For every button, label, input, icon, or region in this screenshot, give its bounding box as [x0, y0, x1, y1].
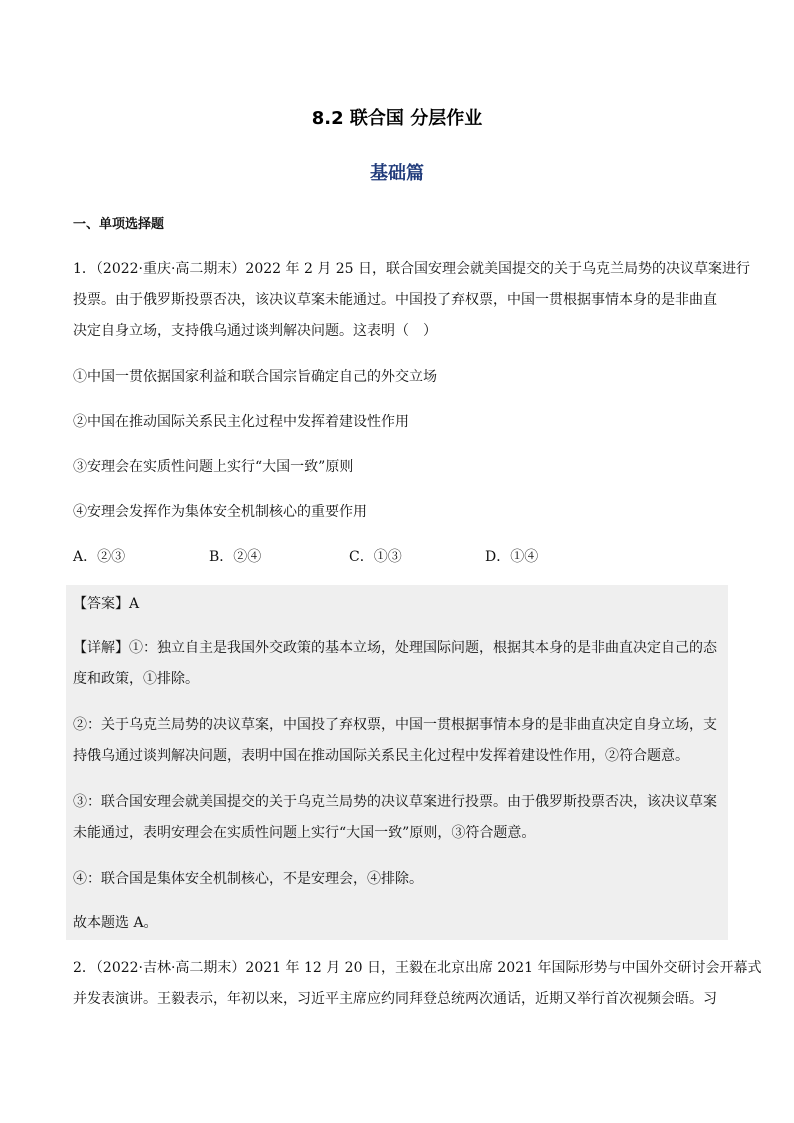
q1-detail-2-line-1: ②：关于乌克兰局势的决议草案，中国投了弃权票，中国一贯根据事情本身的是非曲直决定自身立场，支 — [73, 717, 717, 733]
q1-stem-line-3: 决定自身立场，支持俄乌通过谈判解决问题。这表明（ ） — [73, 323, 437, 339]
q1-choice-c: C．①③ — [349, 549, 402, 565]
q1-stem-line-1: 1．（2022·重庆·高二期末）2022 年 2 月 25 日，联合国安理会就美国提交的关于乌克兰局势的决议草案进行 — [73, 261, 751, 277]
q1-detail-2-line-2: 持俄乌通过谈判解决问题，表明中国在推动国际关系民主化过程中发挥着建设性作用，②符合题意。 — [73, 748, 689, 764]
q1-option-1: ①中国一贯依据国家利益和联合国宗旨确定自己的外交立场 — [73, 369, 437, 385]
level-subtitle: 基础篇 — [370, 163, 424, 184]
q2-stem-line-1: 2．（2022·吉林·高二期末）2021 年 12 月 20 日，王毅在北京出席 2021 年国际形势与中国外交研讨会开幕式 — [73, 960, 762, 976]
q1-detail-4: ④：联合国是集体安全机制核心，不是安理会，④排除。 — [73, 871, 423, 887]
q1-detail-3-line-1: ③：联合国安理会就美国提交的关于乌克兰局势的决议草案进行投票。由于俄罗斯投票否决，该决议草案 — [73, 794, 717, 810]
q1-choice-b: B．②④ — [209, 549, 262, 565]
q1-choice-d: D．①④ — [485, 549, 539, 565]
q1-detail-1-line-2: 度和政策，①排除。 — [73, 671, 199, 687]
q1-choices — [73, 546, 725, 568]
q1-answer: 【答案】A — [73, 596, 140, 612]
q1-detail-1-line-1: 【详解】①：独立自主是我国外交政策的基本立场，处理国际问题，根据其本身的是非曲直决定自己的态 — [73, 640, 717, 656]
q1-option-4: ④安理会发挥作为集体安全机制核心的重要作用 — [73, 504, 367, 520]
section-heading: 一、单项选择题 — [73, 217, 165, 232]
q1-choice-a: A．②③ — [73, 549, 126, 565]
q1-option-3: ③安理会在实质性问题上实行“大国一致”原则 — [73, 459, 354, 475]
q1-option-2: ②中国在推动国际关系民主化过程中发挥着建设性作用 — [73, 414, 409, 430]
q1-conclusion: 故本题选 A。 — [73, 915, 158, 931]
q1-detail-3-line-2: 未能通过，表明安理会在实质性问题上实行“大国一致”原则，③符合题意。 — [73, 825, 536, 841]
document-title: 8.2 联合国 分层作业 — [311, 108, 483, 129]
q2-stem-line-2: 并发表演讲。王毅表示，年初以来，习近平主席应约同拜登总统两次通话，近期又举行首次视频会晤。习 — [73, 991, 717, 1007]
q1-stem-line-2: 投票。由于俄罗斯投票否决，该决议草案未能通过。中国投了弃权票，中国一贯根据事情本身的是非曲直 — [73, 292, 717, 308]
